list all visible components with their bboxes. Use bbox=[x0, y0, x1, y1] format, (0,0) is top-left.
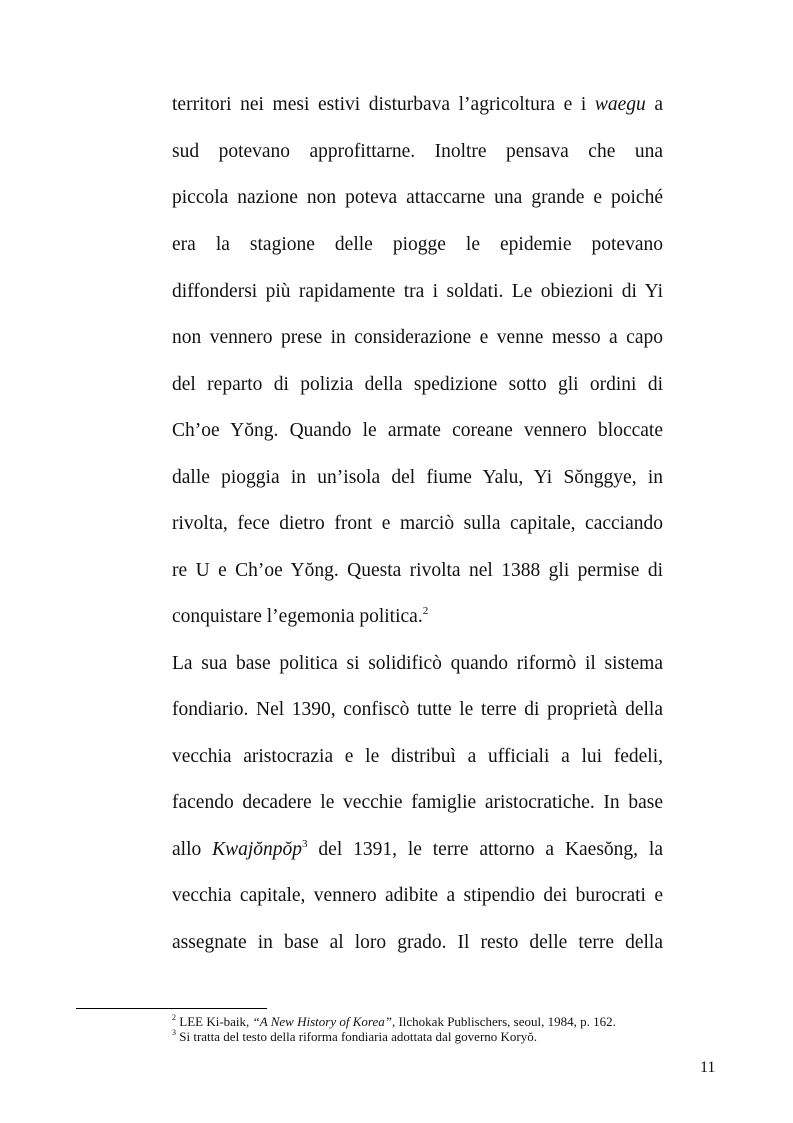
text-line: territori nei mesi estivi disturbava l’agricoltura e i waegu a bbox=[172, 94, 664, 115]
text-line: conquistare l’egemonia politica.$^2$ bbox=[172, 604, 429, 627]
text-line: allo Kwajŏnpŏp$^3$ del 1391, le terre attorno a Kaesŏng, la bbox=[172, 837, 663, 860]
text-line: dalle pioggia in un’isola del fiume Yalu, Yi Sŏnggye, in bbox=[172, 467, 663, 488]
text-line: vecchia capitale, vennero adibite a stipendio dei burocrati e bbox=[172, 885, 663, 906]
footnote-ref-3[interactable]: 3 bbox=[302, 837, 308, 850]
text-line: piccola nazione non poteva attaccarne una grande e poiché bbox=[172, 187, 663, 208]
text-line: sud potevano approfittarne. Inoltre pensava che una bbox=[172, 141, 663, 162]
text-line: del reparto di polizia della spedizione sotto gli ordini di bbox=[172, 374, 663, 395]
text-line: assegnate in base al loro grado. Il resto delle terre della bbox=[172, 932, 663, 953]
text-line: facendo decadere le vecchie famiglie aristocratiche. In base bbox=[172, 792, 663, 813]
text-line: non vennero prese in considerazione e venne messo a capo bbox=[172, 327, 663, 348]
text-line: diffondersi più rapidamente tra i soldati. Le obiezioni di Yi bbox=[172, 281, 663, 302]
text-line: La sua base politica si solidificò quando riformò il sistema bbox=[172, 653, 663, 674]
footnote-ref-2[interactable]: 2 bbox=[422, 604, 429, 617]
text-line: vecchia aristocrazia e le distribuì a ufficiali a lui fedeli, bbox=[172, 746, 663, 767]
text-line: re U e Ch’oe Yŏng. Questa rivolta nel 1388 gli permise di bbox=[172, 560, 663, 581]
footnote-divider bbox=[76, 1008, 267, 1009]
text-line: rivolta, fece dietro front e marciò sulla capitale, cacciando bbox=[172, 513, 663, 534]
text-line: era la stagione delle piogge le epidemie potevano bbox=[172, 234, 663, 255]
text-line: fondiario. Nel 1390, confiscò tutte le terre di proprietà della bbox=[172, 699, 663, 720]
text-line: Ch’oe Yŏng. Quando le armate coreane vennero bloccate bbox=[172, 420, 663, 441]
footnote-2: $^2$ LEE Ki-baik, “A New History of Korea”, Ilchokak Publischers, seoul, 1984, p. 162. bbox=[172, 1012, 616, 1029]
footnote-3: $^3$ Si tratta del testo della riforma fondiaria adottata dal governo Koryŏ. bbox=[172, 1027, 537, 1044]
page-number: 11 bbox=[700, 1059, 716, 1076]
